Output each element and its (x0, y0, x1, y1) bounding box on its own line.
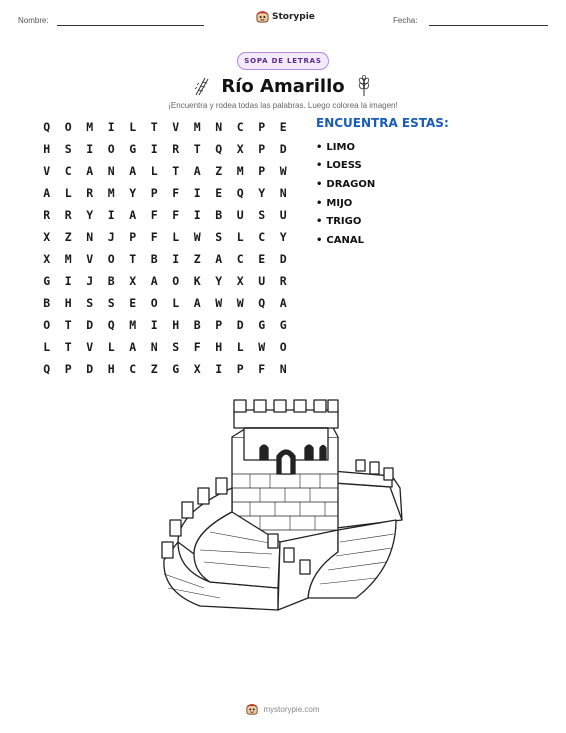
grid-letter[interactable]: R (64, 208, 72, 222)
grid-letter[interactable]: M (86, 120, 94, 134)
word-label: TRIGO (326, 216, 362, 228)
grid-letter[interactable]: E (279, 120, 287, 134)
word-item: • MIJO (316, 197, 353, 209)
grid-letter[interactable]: L (64, 186, 72, 200)
word-item: • CANAL (316, 234, 364, 246)
grid-letter[interactable]: A (215, 252, 223, 266)
footer-url: mystorypie.com (263, 704, 320, 714)
grid-letter[interactable]: M (236, 164, 244, 178)
grid-letter[interactable]: I (193, 186, 201, 200)
grid-letter[interactable]: S (215, 230, 223, 244)
grid-letter[interactable]: S (258, 208, 266, 222)
instructions: ¡Encuentra y rodea todas las palabras. Luego colorea la imagen! (168, 101, 398, 110)
badge-label: SOPA DE LETRAS (244, 57, 322, 65)
grid-letter[interactable]: F (150, 230, 158, 244)
letter-grid[interactable] (36, 116, 298, 380)
grid-letter[interactable]: R (279, 274, 287, 288)
grid-row (36, 248, 298, 270)
grid-row (36, 116, 298, 138)
grid-letter[interactable]: O (64, 120, 72, 134)
grid-letter[interactable]: A (279, 296, 287, 310)
grid-letter[interactable]: U (279, 208, 287, 222)
brand-name: Storypie (272, 11, 315, 22)
grid-letter[interactable]: Z (215, 164, 223, 178)
grid-letter[interactable]: C (258, 230, 266, 244)
grid-letter[interactable]: N (215, 120, 223, 134)
grid-letter[interactable]: P (236, 362, 244, 376)
grid-letter[interactable]: D (279, 142, 287, 156)
grid-letter[interactable]: V (43, 164, 51, 178)
grid-letter[interactable]: U (236, 208, 244, 222)
storypie-logo-icon (246, 703, 258, 715)
grid-letter[interactable]: A (43, 186, 51, 200)
word-label: DRAGON (326, 178, 376, 190)
grid-letter[interactable]: N (279, 186, 287, 200)
grid-letter[interactable]: C (64, 164, 72, 178)
grid-letter[interactable]: X (236, 142, 244, 156)
activity-type-badge (237, 52, 329, 70)
grid-letter[interactable]: I (172, 252, 180, 266)
grid-letter[interactable]: H (43, 142, 51, 156)
word-label: MIJO (326, 197, 353, 209)
grid-letter[interactable]: Y (129, 186, 137, 200)
grid-letter[interactable]: S (107, 296, 115, 310)
grid-letter[interactable]: H (215, 340, 223, 354)
grid-letter[interactable]: X (193, 362, 201, 376)
grid-letter[interactable]: H (107, 362, 115, 376)
grid-letter[interactable]: F (258, 362, 266, 376)
word-list (316, 116, 449, 250)
grid-letter[interactable]: Z (150, 362, 158, 376)
word-label: CANAL (326, 234, 364, 246)
great-wall-coloring-illustration[interactable] (160, 392, 406, 614)
page-title: Río Amarillo (221, 75, 345, 97)
grid-letter[interactable]: L (107, 340, 115, 354)
grid-letter[interactable]: D (236, 318, 244, 332)
storypie-logo-icon (256, 10, 269, 23)
grid-row (36, 358, 298, 380)
grid-row (36, 270, 298, 292)
grid-letter[interactable]: L (172, 296, 180, 310)
grid-letter[interactable]: W (258, 340, 266, 354)
grid-letter[interactable]: F (172, 186, 180, 200)
grid-letter[interactable]: I (150, 142, 158, 156)
grid-letter[interactable]: T (150, 120, 158, 134)
grid-letter[interactable]: Q (258, 296, 266, 310)
grid-letter[interactable]: I (107, 208, 115, 222)
grid-letter[interactable]: O (279, 340, 287, 354)
grid-letter[interactable]: M (107, 186, 115, 200)
grid-row (36, 226, 298, 248)
grid-letter[interactable]: R (43, 208, 51, 222)
grid-letter[interactable]: O (150, 296, 158, 310)
grid-letter[interactable]: I (150, 318, 158, 332)
grid-letter[interactable]: P (129, 230, 137, 244)
grid-letter[interactable]: P (258, 142, 266, 156)
grid-row (36, 182, 298, 204)
grid-letter[interactable]: Y (86, 208, 94, 222)
grid-letter[interactable]: L (172, 230, 180, 244)
grid-letter[interactable]: A (129, 208, 137, 222)
grid-letter[interactable]: S (64, 142, 72, 156)
word-item: • TRIGO (316, 216, 362, 228)
grid-letter[interactable]: H (172, 318, 180, 332)
grid-letter[interactable]: A (129, 164, 137, 178)
wheat-stalk-icon (355, 75, 373, 97)
brand-logo (256, 10, 315, 23)
grid-letter[interactable]: P (64, 362, 72, 376)
name-field-line[interactable] (57, 25, 204, 26)
grid-letter[interactable]: J (107, 230, 115, 244)
grid-letter[interactable]: W (279, 164, 287, 178)
grid-row (36, 336, 298, 358)
grid-letter[interactable]: Z (64, 230, 72, 244)
grid-letter[interactable]: M (129, 318, 137, 332)
grid-letter[interactable]: D (86, 318, 94, 332)
grid-letter[interactable]: I (193, 208, 201, 222)
grid-letter[interactable]: G (43, 274, 51, 288)
grid-letter[interactable]: J (86, 274, 94, 288)
grid-letter[interactable]: E (129, 296, 137, 310)
word-item: • LIMO (316, 141, 355, 153)
grid-letter[interactable]: R (86, 186, 94, 200)
grid-letter[interactable]: T (64, 318, 72, 332)
word-label: LOESS (326, 160, 362, 172)
grid-letter[interactable]: C (236, 120, 244, 134)
grid-row (36, 292, 298, 314)
word-label: LIMO (326, 141, 355, 153)
grid-letter[interactable]: O (107, 252, 115, 266)
grid-letter[interactable]: L (43, 340, 51, 354)
grid-letter[interactable]: B (107, 274, 115, 288)
grid-letter[interactable]: A (86, 164, 94, 178)
grid-letter[interactable]: A (193, 164, 201, 178)
grid-letter[interactable]: G (279, 318, 287, 332)
grid-letter[interactable]: V (86, 340, 94, 354)
grid-letter[interactable]: L (236, 340, 244, 354)
grid-letter[interactable]: F (193, 340, 201, 354)
grid-letter[interactable]: Y (258, 186, 266, 200)
word-item: • DRAGON (316, 178, 376, 190)
grid-letter[interactable]: A (150, 274, 158, 288)
grid-letter[interactable]: O (172, 274, 180, 288)
grid-row (36, 204, 298, 226)
date-label: Fecha: (393, 16, 418, 25)
grid-letter[interactable]: Q (43, 120, 51, 134)
grid-letter[interactable]: C (129, 362, 137, 376)
grid-letter[interactable]: Y (215, 274, 223, 288)
grid-letter[interactable]: H (64, 296, 72, 310)
grid-letter[interactable]: B (150, 252, 158, 266)
grid-letter[interactable]: W (193, 230, 201, 244)
grid-letter[interactable]: P (215, 318, 223, 332)
grid-letter[interactable]: I (86, 142, 94, 156)
grid-row (36, 160, 298, 182)
grid-letter[interactable]: G (172, 362, 180, 376)
grid-letter[interactable]: O (43, 318, 51, 332)
grid-letter[interactable]: M (64, 252, 72, 266)
grid-letter[interactable]: V (86, 252, 94, 266)
grid-letter[interactable]: F (150, 208, 158, 222)
word-item: • LOESS (316, 160, 362, 172)
title-row (180, 72, 386, 100)
grid-letter[interactable]: B (193, 318, 201, 332)
grid-letter[interactable]: N (150, 340, 158, 354)
grid-letter[interactable]: T (64, 340, 72, 354)
grid-letter[interactable]: C (236, 252, 244, 266)
footer (0, 703, 566, 715)
grid-letter[interactable]: M (193, 120, 201, 134)
grid-letter[interactable]: X (43, 252, 51, 266)
grid-letter[interactable]: E (215, 186, 223, 200)
grid-letter[interactable]: I (107, 120, 115, 134)
grid-letter[interactable]: Z (193, 252, 201, 266)
grid-letter[interactable]: L (150, 164, 158, 178)
grid-letter[interactable]: P (258, 120, 266, 134)
grid-letter[interactable]: E (258, 252, 266, 266)
header (0, 0, 566, 36)
grid-letter[interactable]: G (129, 142, 137, 156)
grid-letter[interactable]: T (172, 164, 180, 178)
grid-letter[interactable]: Y (279, 230, 287, 244)
grid-letter[interactable]: T (129, 252, 137, 266)
grid-letter[interactable]: S (172, 340, 180, 354)
grid-letter[interactable]: I (64, 274, 72, 288)
grid-letter[interactable]: N (86, 230, 94, 244)
grid-letter[interactable]: B (43, 296, 51, 310)
grid-row (36, 138, 298, 160)
grid-letter[interactable]: V (172, 120, 180, 134)
grid-letter[interactable]: U (258, 274, 266, 288)
grid-row (36, 314, 298, 336)
grid-letter[interactable]: D (279, 252, 287, 266)
grid-letter[interactable]: O (107, 142, 115, 156)
word-list-title: ENCUENTRA ESTAS: (316, 116, 449, 130)
grid-letter[interactable]: N (279, 362, 287, 376)
grid-letter[interactable]: F (172, 208, 180, 222)
grid-letter[interactable]: W (215, 296, 223, 310)
grid-letter[interactable]: X (236, 274, 244, 288)
name-label: Nombre: (18, 16, 49, 25)
grid-letter[interactable]: S (86, 296, 94, 310)
grid-letter[interactable]: X (129, 274, 137, 288)
grid-letter[interactable]: R (172, 142, 180, 156)
grid-letter[interactable]: D (86, 362, 94, 376)
grid-letter[interactable]: P (258, 164, 266, 178)
grid-letter[interactable]: X (43, 230, 51, 244)
grid-letter[interactable]: L (236, 230, 244, 244)
grid-letter[interactable]: P (150, 186, 158, 200)
grid-letter[interactable]: A (193, 296, 201, 310)
grid-letter[interactable]: L (129, 120, 137, 134)
grid-letter[interactable]: Q (43, 362, 51, 376)
grid-letter[interactable]: I (215, 362, 223, 376)
date-field-line[interactable] (429, 25, 548, 26)
grid-letter[interactable]: N (107, 164, 115, 178)
grid-letter[interactable]: W (236, 296, 244, 310)
grid-letter[interactable]: K (193, 274, 201, 288)
grid-letter[interactable]: G (258, 318, 266, 332)
grid-letter[interactable]: Q (215, 142, 223, 156)
grid-letter[interactable]: A (129, 340, 137, 354)
grid-letter[interactable]: Q (107, 318, 115, 332)
grid-letter[interactable]: B (215, 208, 223, 222)
grid-letter[interactable]: Q (236, 186, 244, 200)
grid-letter[interactable]: T (193, 142, 201, 156)
wheat-field-icon (193, 75, 211, 97)
